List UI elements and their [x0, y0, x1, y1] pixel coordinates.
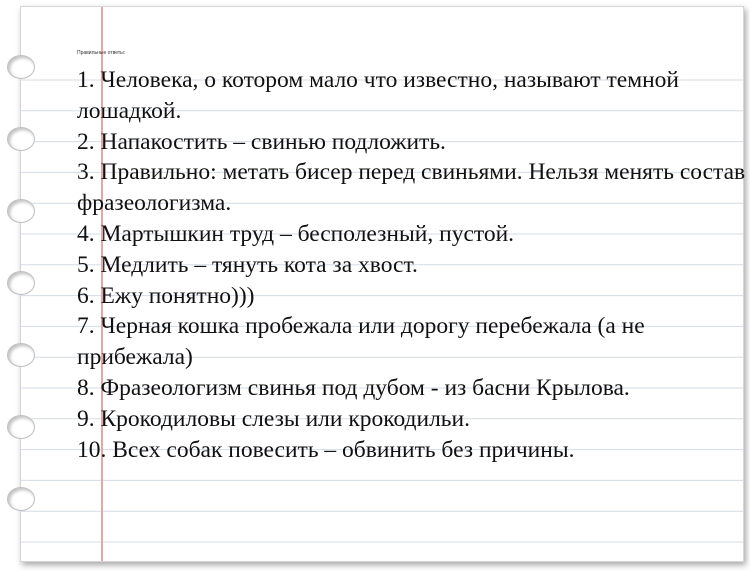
answer-item: 1. Человека, о котором мало что известно, называют темной лошадкой. — [77, 67, 679, 124]
answer-item: 3. Правильно: метать бисер перед свиньями. Нельзя менять состав фразеологизма. — [77, 159, 746, 217]
binder-hole — [7, 271, 35, 295]
notebook-sheet — [20, 6, 744, 562]
answer-item: 8. Фразеологизм свинья под дубом - из басни Крылова. — [77, 374, 630, 401]
answer-item: 10. Всех собак повесить – обвинить без причины. — [77, 436, 575, 463]
answer-item: 4. Мартышкин труд – бесполезный, пустой. — [77, 220, 515, 247]
binder-hole — [7, 127, 35, 151]
answer-item: 6. Ежу понятно))) — [77, 282, 255, 309]
caption: Правильные ответы: — [77, 50, 126, 56]
answer-item: 5. Медлить – тянуть кота за хвост. — [77, 251, 418, 278]
answer-item: 7. Черная кошка пробежала или дорогу перебежала (а не прибежала) — [77, 313, 645, 371]
binder-hole — [7, 55, 35, 79]
binder-hole — [7, 487, 35, 511]
binder-hole — [7, 199, 35, 223]
binder-hole — [7, 343, 35, 367]
answers-list — [77, 65, 747, 465]
answer-item: 9. Крокодиловы слезы или крокодильи. — [77, 405, 470, 432]
answer-item: 2. Напакостить – свинью подложить. — [77, 128, 446, 155]
binder-hole — [7, 415, 35, 439]
content — [77, 47, 747, 465]
